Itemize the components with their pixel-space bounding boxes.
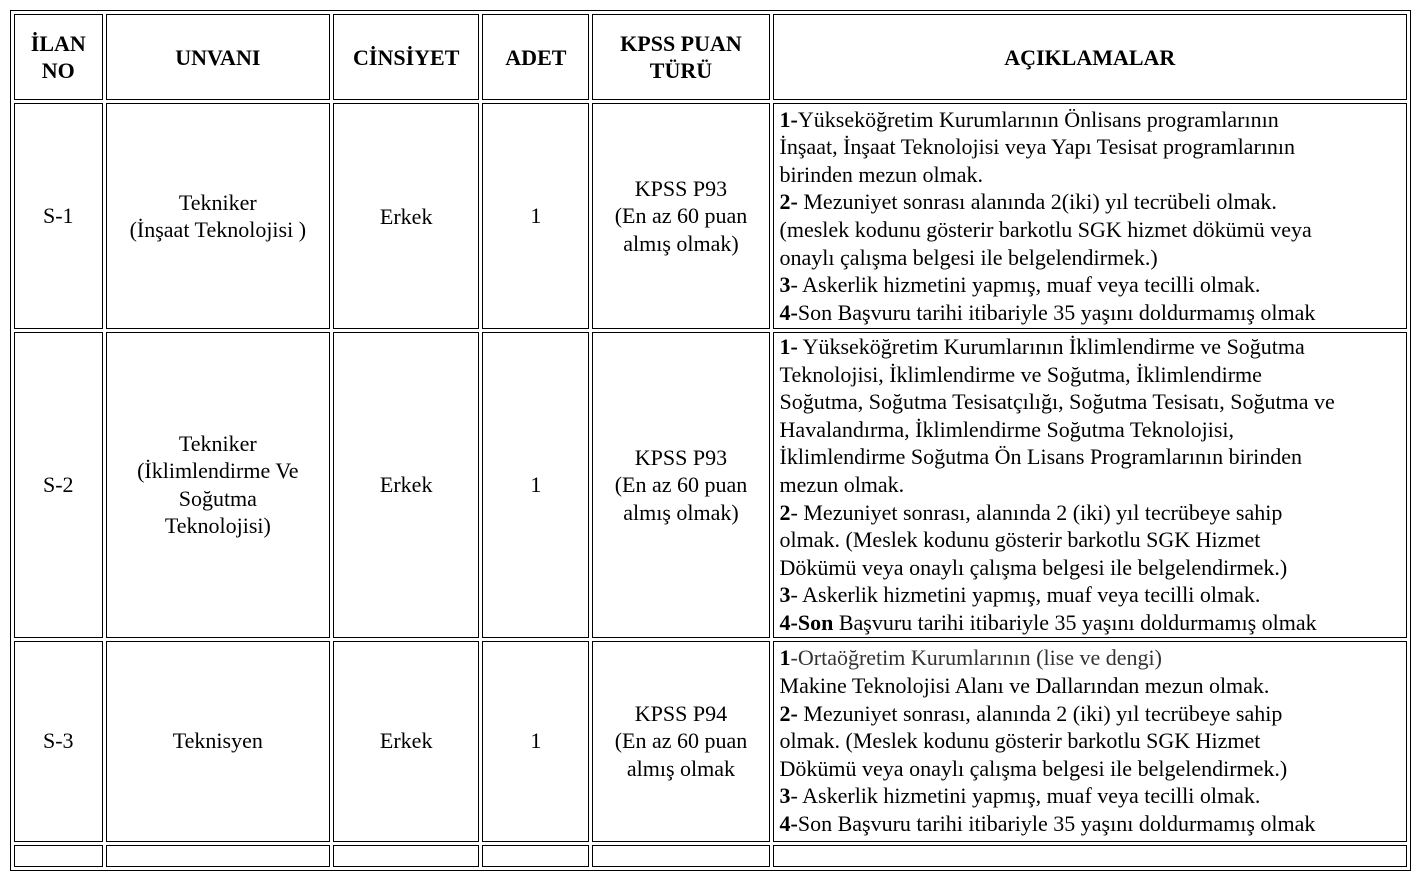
cell-cinsiyet: Erkek bbox=[333, 103, 479, 329]
desc-line: Makine Teknolojisi Alanı ve Dallarından mezun olmak. bbox=[779, 673, 1270, 699]
desc-line: 4-Son Başvuru tarihi itibariyle 35 yaşını doldurmamış olmak bbox=[779, 299, 1316, 325]
desc-line: olmak. (Meslek kodunu gösterir barkotlu SGK Hizmet bbox=[779, 527, 1261, 553]
desc-line: olmak. (Meslek kodunu gösterir barkotlu SGK Hizmet bbox=[779, 728, 1261, 754]
cell-empty bbox=[333, 845, 479, 867]
header-aciklamalar: AÇIKLAMALAR bbox=[773, 14, 1407, 100]
cell-aciklama bbox=[773, 641, 1407, 842]
cell-aciklama bbox=[773, 103, 1407, 329]
cell-ilan-no: S-2 bbox=[14, 332, 103, 638]
desc-line: İnşaat, İnşaat Teknolojisi veya Yapı Tesisat programlarının bbox=[779, 134, 1295, 160]
desc-line: 2- Mezuniyet sonrası, alanında 2 (iki) yıl tecrübeye sahip bbox=[779, 499, 1283, 525]
desc-line: Teknolojisi, İklimlendirme ve Soğutma, İklimlendirme bbox=[779, 361, 1262, 387]
desc-line: 3- Askerlik hizmetini yapmış, muaf veya tecilli olmak. bbox=[779, 272, 1261, 298]
table-row bbox=[14, 103, 1407, 329]
cell-adet: 1 bbox=[482, 332, 589, 638]
desc-line: 4-Son Başvuru tarihi itibariyle 35 yaşını doldurmamış olmak bbox=[779, 811, 1316, 837]
cell-kpss: KPSS P94 (En az 60 puan almış olmak bbox=[592, 641, 769, 842]
table-row bbox=[14, 332, 1407, 638]
cell-ilan-no: S-3 bbox=[14, 641, 103, 842]
desc-line: Dökümü veya onaylı çalışma belgesi ile belgelendirmek.) bbox=[779, 554, 1288, 580]
desc-line: Dökümü veya onaylı çalışma belgesi ile belgelendirmek.) bbox=[779, 755, 1288, 781]
header-cinsiyet: CİNSİYET bbox=[333, 14, 479, 100]
desc-line: birinden mezun olmak. bbox=[779, 161, 983, 187]
cell-unvan: Tekniker (İnşaat Teknolojisi ) bbox=[106, 103, 331, 329]
cell-ilan-no: S-1 bbox=[14, 103, 103, 329]
cell-empty bbox=[482, 845, 589, 867]
header-adet: ADET bbox=[482, 14, 589, 100]
desc-line: 2- Mezuniyet sonrası, alanında 2 (iki) yıl tecrübeye sahip bbox=[779, 700, 1283, 726]
cell-empty bbox=[592, 845, 769, 867]
header-ilan-no: İLAN NO bbox=[14, 14, 103, 100]
table-row-partial bbox=[14, 845, 1407, 867]
cell-adet: 1 bbox=[482, 641, 589, 842]
job-listing-table bbox=[10, 10, 1411, 871]
cell-unvan: Tekniker (İklimlendirme Ve Soğutma Teknolojisi) bbox=[106, 332, 331, 638]
header-unvani: UNVANI bbox=[106, 14, 331, 100]
desc-line: mezun olmak. bbox=[779, 471, 905, 497]
desc-line: 2- Mezuniyet sonrası alanında 2(iki) yıl tecrübeli olmak. bbox=[779, 189, 1277, 215]
cell-unvan: Teknisyen bbox=[106, 641, 331, 842]
cell-cinsiyet: Erkek bbox=[333, 641, 479, 842]
header-row bbox=[14, 14, 1407, 100]
desc-line: 1-Yükseköğretim Kurumlarının Önlisans programlarının bbox=[779, 106, 1279, 132]
desc-line: İklimlendirme Soğutma Ön Lisans Programlarının birinden bbox=[779, 444, 1302, 470]
cell-cinsiyet: Erkek bbox=[333, 332, 479, 638]
desc-line: 4-Son Başvuru tarihi itibariyle 35 yaşını doldurmamış olmak bbox=[779, 609, 1317, 635]
desc-line: onaylı çalışma belgesi ile belgelendirmek.) bbox=[779, 244, 1158, 270]
cell-adet: 1 bbox=[482, 103, 589, 329]
cell-kpss: KPSS P93 (En az 60 puan almış olmak) bbox=[592, 332, 769, 638]
desc-line: Havalandırma, İklimlendirme Soğutma Teknolojisi, bbox=[779, 416, 1235, 442]
cell-empty bbox=[773, 845, 1407, 867]
desc-line: 3- Askerlik hizmetini yapmış, muaf veya tecilli olmak. bbox=[779, 783, 1261, 809]
table-row bbox=[14, 641, 1407, 842]
desc-line: Soğutma, Soğutma Tesisatçılığı, Soğutma Tesisatı, Soğutma ve bbox=[779, 389, 1335, 415]
header-kpss: KPSS PUAN TÜRÜ bbox=[592, 14, 769, 100]
desc-line: (meslek kodunu gösterir barkotlu SGK hizmet dökümü veya bbox=[779, 217, 1312, 242]
cell-kpss: KPSS P93 (En az 60 puan almış olmak) bbox=[592, 103, 769, 329]
desc-line: 3- Askerlik hizmetini yapmış, muaf veya tecilli olmak. bbox=[779, 582, 1261, 608]
desc-line: 1-Ortaöğretim Kurumlarının (lise ve dengi) bbox=[779, 645, 1162, 671]
desc-line: 1- Yükseköğretim Kurumlarının İklimlendirme ve Soğutma bbox=[779, 334, 1305, 359]
cell-aciklama bbox=[773, 332, 1407, 638]
cell-empty bbox=[106, 845, 331, 867]
cell-empty bbox=[14, 845, 103, 867]
job-listing-sheet bbox=[10, 10, 1411, 871]
